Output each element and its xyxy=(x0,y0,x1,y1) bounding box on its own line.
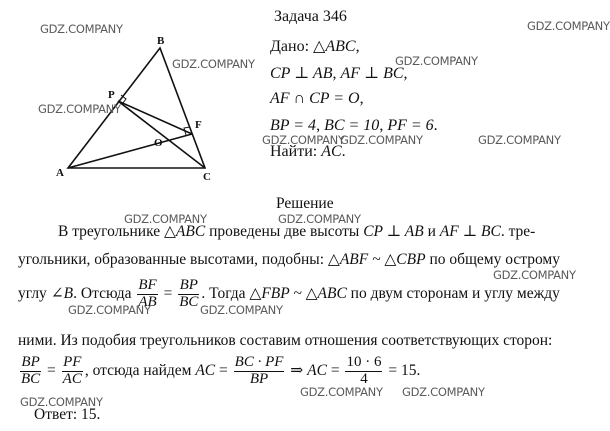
watermark: GDZ.COMPANY xyxy=(200,303,283,317)
watermark: GDZ.COMPANY xyxy=(40,22,123,36)
watermark: GDZ.COMPANY xyxy=(395,54,478,68)
label-p: P xyxy=(108,89,115,101)
watermark: GDZ.COMPANY xyxy=(493,268,576,282)
given-line-3: AF ∩ CP = O, xyxy=(270,90,364,107)
given-line-1: Дано: △ABC, xyxy=(270,38,360,55)
given-label: Дано: xyxy=(270,38,314,55)
given-line-4: BP = 4, BC = 10, PF = 6. xyxy=(270,117,438,134)
solution-heading: Решение xyxy=(276,195,334,212)
fraction-bf-ab: $\frac{BF}{AB}$ xyxy=(138,277,157,310)
fraction-bp-bc: $\frac{BP}{BC}$ xyxy=(179,277,199,310)
fraction-computation: $\frac{10 \cdot 6}{4}$ xyxy=(346,354,382,387)
find-line: Найти: AC. xyxy=(270,143,346,160)
solution-line-4: ними. Из подобия треугольников составим отношения соответствующих сторон: xyxy=(18,332,553,349)
label-o: O xyxy=(154,137,163,149)
label-b: B xyxy=(157,35,165,47)
watermark: GDZ.COMPANY xyxy=(262,133,345,147)
given-bc: BC = 10 xyxy=(324,117,380,134)
fraction-pf-ac: $\frac{PF}{AC}$ xyxy=(62,354,82,387)
given-af-perp-bc: AF ⊥ BC xyxy=(340,65,404,82)
watermark: GDZ.COMPANY xyxy=(527,19,610,33)
find-ac: AC xyxy=(321,143,342,160)
given-line-2: CP ⊥ AB, AF ⊥ BC, xyxy=(270,65,408,82)
watermark: GDZ.COMPANY xyxy=(20,395,103,409)
label-f: F xyxy=(195,119,202,131)
given-intersection: AF ∩ CP = O xyxy=(270,90,360,107)
watermark: GDZ.COMPANY xyxy=(68,303,151,317)
find-label: Найти: xyxy=(270,143,322,160)
watermark: GDZ.COMPANY xyxy=(402,385,485,399)
watermark: GDZ.COMPANY xyxy=(300,385,383,399)
altitude-af xyxy=(68,134,192,168)
solution-line-1: В треугольнике △ABC проведены две высоты CP ⊥ AB и AF ⊥ BC. тре- xyxy=(58,223,536,240)
given-cp-perp-ab: CP ⊥ AB xyxy=(270,65,333,82)
watermark: GDZ.COMPANY xyxy=(478,133,561,147)
watermark: GDZ.COMPANY xyxy=(172,57,255,71)
given-triangle: △ABC xyxy=(313,38,356,55)
watermark: GDZ.COMPANY xyxy=(38,102,121,116)
given-bp: BP = 4 xyxy=(270,117,317,134)
solution-line-3: углу ∠B. Отсюда $\frac{BF}{AB}$ = $\frac{BP}{BC}$ . Тогда △FBP ~ △ABC по двум сторонам и углу между xyxy=(18,277,560,310)
label-c: C xyxy=(203,171,211,183)
watermark: GDZ.COMPANY xyxy=(124,212,207,226)
fraction-bp-bc-2: $\frac{BP}{BC}$ xyxy=(21,354,41,387)
label-a: A xyxy=(56,167,64,179)
solution-line-2: угольники, образованные высотами, подобны: △ABF ~ △CBP по общему острому xyxy=(18,251,560,268)
answer: Ответ: 15. xyxy=(34,406,101,423)
fraction-bcpf-bp: $\frac{BC \cdot PF}{BP}$ xyxy=(234,354,284,387)
given-pf: PF = 6 xyxy=(387,117,434,134)
triangle-figure xyxy=(0,0,260,185)
watermark: GDZ.COMPANY xyxy=(340,133,423,147)
solution-line-5: $\frac{BP}{BC}$ = $\frac{PF}{AC}$ , отсюда найдем AC = $\frac{BC \cdot PF}{BP}$ ⇒ AC = $\frac{10 \cdot 6}{4}$ = 15. xyxy=(21,354,421,387)
problem-title: Задача 346 xyxy=(274,8,347,25)
watermark: GDZ.COMPANY xyxy=(278,212,361,226)
